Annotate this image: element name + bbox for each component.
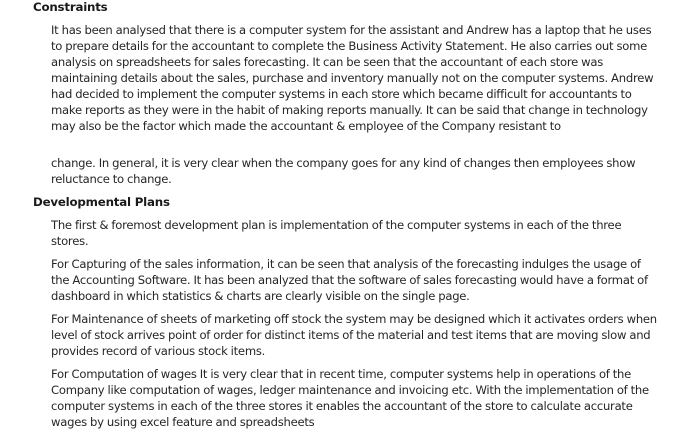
constraints-paragraph: change. In general, it is very clear when the company goes for any kind of changes then employees show reluctance to change. bbox=[51, 156, 636, 186]
developmental-plans-paragraph: For Computation of wages It is very clear that in recent time, computer systems help in operations of the Company like computation of wages, ledger maintenance and invoicing etc. With the implementation of the computer systems in each of the three stores it enables the accountant of the store to calculate accurate wages by using excel feature and spreadsheets bbox=[51, 367, 649, 429]
section-heading-developmental-plans: Developmental Plans bbox=[33, 195, 170, 209]
developmental-plans-paragraph: For Maintenance of sheets of marketing off stock the system may be designed which it activates orders when level of stock arrives point of order for distinct items of the material and test items that are moving slow and provides record of various stock items. bbox=[51, 312, 657, 358]
developmental-plans-paragraph: For Capturing of the sales information, it can be seen that analysis of the forecasting indulges the usage of the Accounting Software. It has been analyzed that the software of sales forecasting would have a format of dashboard in which statistics & charts are clearly visible on the single page. bbox=[51, 257, 648, 303]
developmental-plans-paragraph: The first & foremost development plan is implementation of the computer systems in each of the three stores. bbox=[51, 218, 622, 248]
constraints-paragraph: It has been analysed that there is a computer system for the assistant and Andrew has a laptop that he uses to prepare details for the accountant to complete the Business Activity Statement. He also carries out some analysis on spreadsheets for sales forecasting. It can be seen that the accountant of each store was maintaining details about the sales, purchase and inventory manually not on the computer systems. Andrew had decided to implement the computer systems in each store which became difficult for accountants to make reports as they were in the habit of making reports manually. It can be said that change in technology may also be the factor which made the accountant & employee of the Company resistant to bbox=[51, 23, 654, 133]
section-heading-constraints: Constraints bbox=[33, 0, 108, 14]
